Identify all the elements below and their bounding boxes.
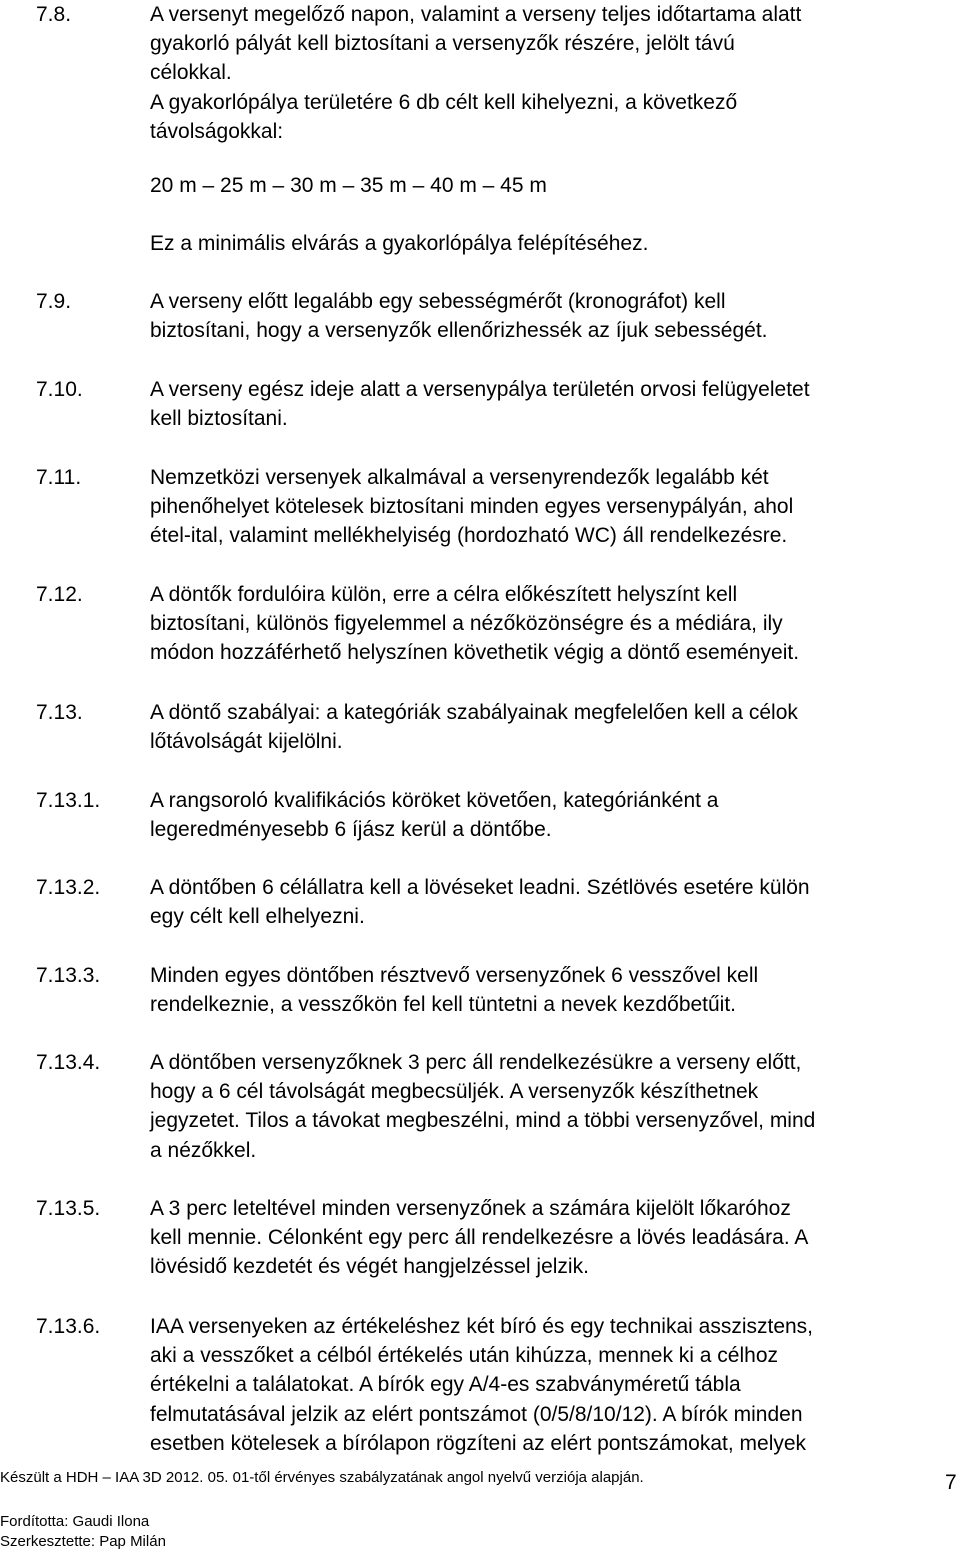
section-text: Minden egyes döntőben résztvevő versenyzőnek 6 vesszővel kell rendelkeznie, a vesszőkön fel kell tüntetni a nevek kezdőbetűit. xyxy=(150,964,759,1017)
section-number: 7.13.6. xyxy=(36,1315,101,1338)
page-number: 7 xyxy=(945,1471,957,1494)
distances-text: 20 m – 25 m – 30 m – 35 m – 40 m – 45 m xyxy=(150,174,547,197)
section-text: A verseny egész ideje alatt a versenypálya területén orvosi felügyeletet kell biztosítani. xyxy=(150,378,810,431)
section-number: 7.13.4. xyxy=(36,1051,101,1074)
section-number: 7.13.5. xyxy=(36,1197,101,1220)
section-number: 7.13. xyxy=(36,701,83,724)
section-text: A döntőben versenyzőknek 3 perc áll rendelkezésükre a verseny előtt, hogy a 6 cél távolságát megbecsüljék. A versenyzők készíthetnek jegyzetet. Tilos a távokat megbeszélni, mind a többi versenyzővel, mind a nézőkkel. xyxy=(150,1051,816,1162)
footer-translator: Fordította: Gaudi Ilona xyxy=(0,1513,150,1530)
section-number: 7.10. xyxy=(36,378,83,401)
section-text: A döntő szabályai: a kategóriák szabályainak megfelelően kell a célok lőtávolságát kijelölni. xyxy=(150,701,798,754)
section-text: A versenyt megelőző napon, valamint a verseny teljes időtartama alatt gyakorló pályát kell biztosítani a versenyzők részére, jelölt távú célokkal. A gyakorlópálya területére 6 db célt kell kihelyezni, a következő távolságokkal: xyxy=(150,3,802,143)
section-text: A döntőben 6 célállatra kell a lövéseket leadni. Szétlövés esetére külön egy célt kell elhelyezni. xyxy=(150,876,810,929)
section-number: 7.12. xyxy=(36,583,83,606)
section-text: A döntők fordulóira külön, erre a célra előkészített helyszínt kell biztosítani, különös figyelemmel a nézőközönségre és a médiára, ily módon hozzáférhető helyszínen követhetik végig a döntő eseményeit. xyxy=(150,583,800,665)
minimum-note-text: Ez a minimális elvárás a gyakorlópálya felépítéséhez. xyxy=(150,232,649,255)
section-text: A verseny előtt legalább egy sebességmérőt (kronográfot) kell biztosítani, hogy a versenyzők ellenőrizhessék az íjuk sebességét. xyxy=(150,290,768,343)
section-number: 7.13.1. xyxy=(36,789,101,812)
section-number: 7.13.3. xyxy=(36,964,101,987)
section-text: A rangsoroló kvalifikációs köröket követően, kategóriánként a legeredményesebb 6 íjász kerül a döntőbe. xyxy=(150,789,719,842)
section-number: 7.11. xyxy=(36,466,82,489)
footer-source: Készült a HDH – IAA 3D 2012. 05. 01-től érvényes szabályzatának angol nyelvű verziója alapján. xyxy=(0,1469,644,1486)
section-number: 7.8. xyxy=(36,3,72,26)
section-number: 7.9. xyxy=(36,290,72,313)
section-text: Nemzetközi versenyek alkalmával a versenyrendezők legalább két pihenőhelyet kötelesek biztosítani minden egyes versenypályán, ahol étel-ital, valamint mellékhelyiség (hordozható WC) áll rendelkezésre. xyxy=(150,466,794,548)
section-text: A 3 perc leteltével minden versenyzőnek a számára kijelölt lőkaróhoz kell mennie. Célonként egy perc áll rendelkezésre a lövés leadására. A lövésidő kezdetét és végét hangjelzéssel jelzik. xyxy=(150,1197,809,1279)
footer-editor: Szerkesztette: Pap Milán xyxy=(0,1533,166,1550)
section-number: 7.13.2. xyxy=(36,876,101,899)
section-text: IAA versenyeken az értékeléshez két bíró és egy technikai asszisztens, aki a vesszőket a célból értékelés után kihúzza, mennek ki a célhoz értékelni a találatokat. A bírók egy A/4-es szabványméretű tábla felmutatásával jelzik az elért pontszámot (0/5/8/10/12). A bírók minden esetben kötelesek a bírólapon rögzíteni az elért pontszámokat, melyek xyxy=(150,1315,814,1455)
